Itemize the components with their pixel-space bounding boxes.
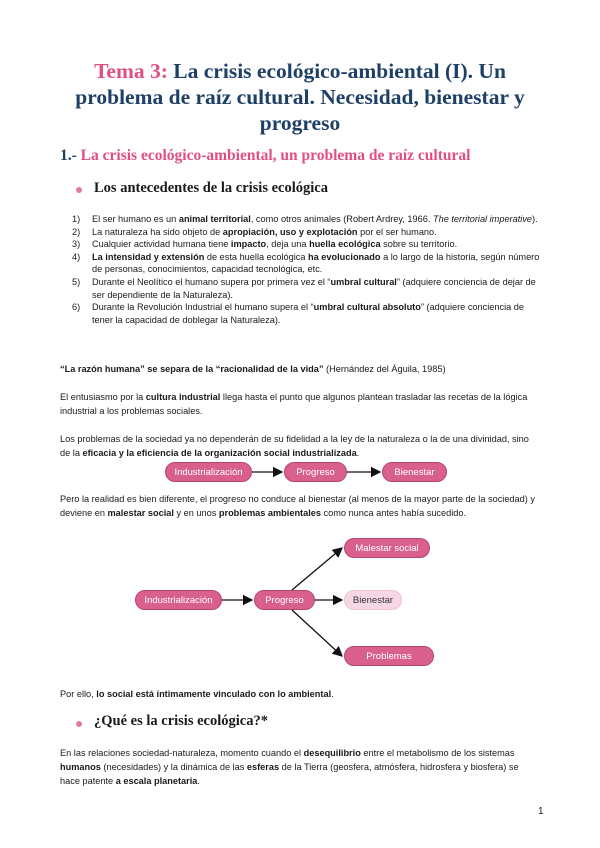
text-run: . <box>356 448 360 458</box>
text-run: y en unos <box>173 508 219 518</box>
text-run: apropiación, uso y explotación <box>222 226 358 237</box>
text-run: de esta huella ecológica <box>204 251 309 262</box>
text-run: Pero la realidad es bien diferente, el progreso no conduce al bienestar (al menos de la mayor parte de la sociedad) y deviene en <box>60 494 535 518</box>
text-run: impacto <box>230 239 267 250</box>
text-run: animal territorial <box>178 214 251 224</box>
list-number: 6) <box>72 302 81 313</box>
text-run: . <box>331 689 334 699</box>
quote-bold: “La razón humana” se separa de la “racionalidad de la vida” <box>60 364 324 374</box>
title-line2: problema de raíz cultural. Necesidad, bienestar y <box>75 85 525 109</box>
text-run: Durante la Revolución Industrial el humano supera el “ <box>92 302 314 313</box>
text-run: sobre su territorio. <box>380 239 458 250</box>
text-run: La naturaleza ha sido objeto de <box>92 226 223 237</box>
text-run: entre el metabolismo de los sistemas <box>360 748 515 758</box>
text-run: lo social está íntimamente vinculado con lo ambiental <box>96 689 332 699</box>
text-run: (necesidades) y la dinámica de las <box>100 762 247 772</box>
text-run: , deja una <box>266 239 310 250</box>
text-run: umbral cultural absoluto <box>313 302 421 313</box>
list-number: 2) <box>72 226 81 237</box>
text-run: a lo largo de la historia, según número de personas, conocimientos, capacidad tecnológica, etc. <box>92 251 540 275</box>
text-run: Durante el Neolítico el humano supera por primera vez el “ <box>92 276 331 287</box>
text-run: a escala planetaria <box>115 776 198 786</box>
text-run: llega hasta el punto que algunos plantean trasladar las recetas de la lógica industrial a los problemas sociales. <box>60 392 528 416</box>
flow1-bienestar-box: Bienestar <box>382 462 447 482</box>
quote-citation: (Hernández del Águila, 1985) <box>323 364 446 374</box>
text-run: umbral cultural <box>330 276 397 287</box>
text-run: El entusiasmo por la <box>60 392 146 402</box>
text-run: malestar social <box>107 508 174 518</box>
list-number: 1) <box>72 214 81 224</box>
text-run: ” (adquiere conciencia de tener la capacidad de doblegar la Naturaleza). <box>92 302 525 325</box>
bullet-dot-icon <box>76 721 82 727</box>
list-number: 5) <box>72 276 81 287</box>
flow2-bienestar-box: Bienestar <box>344 590 402 610</box>
flow1-industrializacion-box: Industrialización <box>165 462 252 482</box>
text-run: desequilibrio <box>303 748 361 758</box>
flow2-malestar-box: Malestar social <box>344 538 430 558</box>
text-run: esferas <box>246 762 280 772</box>
list-number: 4) <box>72 251 81 262</box>
text-run: de la Tierra (geosfera, atmósfera, hidrosfera y biosfera) se hace patente <box>60 762 519 786</box>
text-run: . <box>197 776 200 786</box>
section-number: 1.- <box>60 147 77 164</box>
bullet-heading-que-es: ¿Qué es la crisis ecológica?* <box>94 713 268 729</box>
section-title: La crisis ecológico-ambiental, un problema de raíz cultural <box>76 147 471 164</box>
flow1-progreso-box: Progreso <box>284 462 347 482</box>
text-run: Por ello, <box>60 689 97 699</box>
flow2-arrow-up <box>292 548 342 590</box>
text-run: eficacia y la eficiencia de la organización social industrializada <box>82 448 357 458</box>
text-run: , como otros animales (Robert Ardrey, 1966. <box>250 214 433 224</box>
text-run: por el ser humano. <box>357 226 437 237</box>
text-run: problemas ambientales <box>218 508 321 518</box>
text-run: Los problemas de la sociedad ya no dependerán de su fidelidad a la ley de la naturaleza o la de una divinidad, sino de la <box>60 434 529 458</box>
text-run: humanos <box>60 762 101 772</box>
text-run: Cualquier actividad humana tiene <box>92 239 231 250</box>
text-run: cultura industrial <box>145 392 221 402</box>
text-run: ). <box>532 214 538 224</box>
page-number: 1 <box>538 806 544 817</box>
text-run: The territorial imperative <box>432 214 533 224</box>
flow2-arrow-down <box>292 610 342 656</box>
title-prefix: Tema 3: <box>94 59 168 83</box>
text-run: ha evolucionado <box>308 251 381 262</box>
text-run: huella ecológica <box>309 239 381 250</box>
bullet-heading-antecedentes: Los antecedentes de la crisis ecológica <box>94 180 328 196</box>
flow2-problemas-box: Problemas ambientales <box>344 646 434 666</box>
flow2-progreso-box: Progreso <box>254 590 315 610</box>
text-run: como nunca antes había sucedido. <box>321 508 467 518</box>
paragraph-definicion <box>60 746 538 788</box>
text-run: ” (adquiere conciencia de dejar de ser dependiente de la Naturaleza). <box>92 276 536 300</box>
text-run: La intensidad y extensión <box>92 251 205 262</box>
title-line3: progreso <box>259 111 341 135</box>
paragraph-social-ambiental <box>60 687 538 701</box>
text-run: El ser humano es un <box>92 214 179 224</box>
title-line1: La crisis ecológico-ambiental (I). Un <box>167 59 506 83</box>
text-run: En las relaciones sociedad-naturaleza, momento cuando el <box>60 748 304 758</box>
list-number: 3) <box>72 239 81 250</box>
flow2-industrializacion-box: Industrialización <box>135 590 222 610</box>
